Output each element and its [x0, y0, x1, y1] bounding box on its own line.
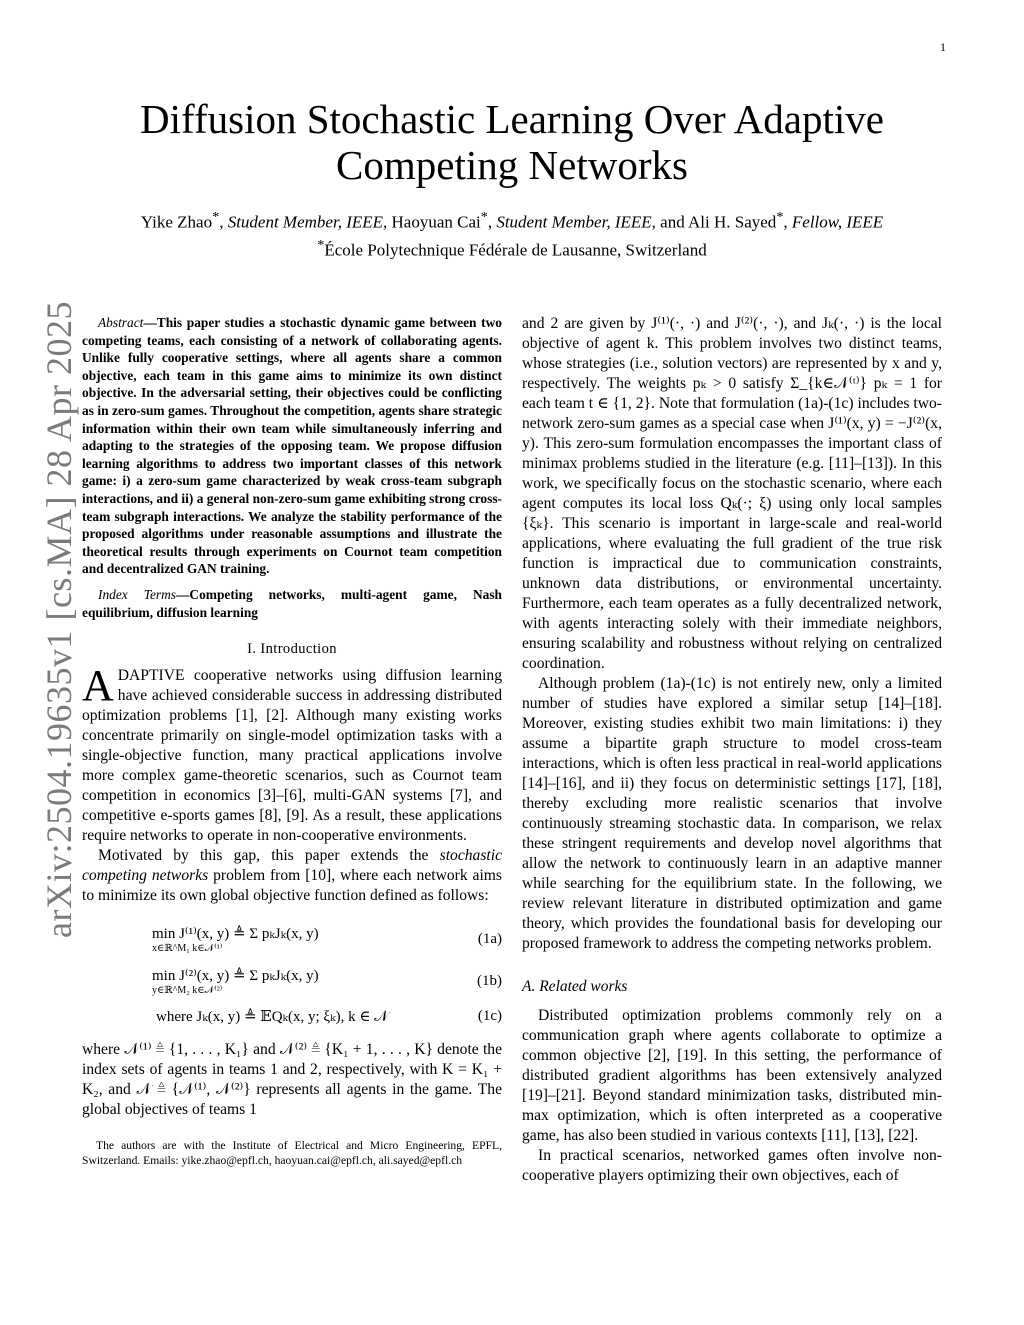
intro-paragraph-1-text: DAPTIVE cooperative networks using diffusion learning have achieved considerable success in addressing distributed optimization problems [1], [2]. Although many existing works concentrate primarily on single-model optimization tasks with a single-objective function, many practical applications involve more complex game-theoretic scenarios, such as Cournot team competition in economics [3]–[6], multi-GAN systems [7], and competitive e-sports games [8], [9]. As a result, these applications require networks to operate in non-cooperative environments.	[82, 667, 502, 845]
author-3-mark: *	[776, 209, 784, 225]
right-paragraph-1: and 2 are given by J⁽¹⁾(·, ·) and J⁽²⁾(·, ·), and Jₖ(·, ·) is the local objective of agent k. This problem involves two distinct teams, whose strategies (i.e., solution vectors) are represented by x and y, respectively. The weights pₖ > 0 satisfy Σ_{k∈𝒩⁽ᵗ⁾} pₖ = 1 for each team t ∈ {1, 2}. Note that formulation (1a)-(1c) includes two-network zero-sum games as a special case when J⁽¹⁾(x, y) = −J⁽²⁾(x, y). This zero-sum formulation encompasses the important class of minimax problems studied in the literature (e.g. [11]–[13]). In this work, we specifically focus on the stochastic scenario, where each agent computes its local loss Qₖ(·; ξ) using only local samples {ξₖ}. This scenario is important in large-scale and real-world applications, where evaluating the full gradient of the true risk function is impractical due to communication constraints, unknown data distributions, or environmental uncertainty. Furthermore, each team operates as a fully decentralized network, with agents interacting solely with their immediate neighbors, ensuring scalability and robustness without relying on centralized coordination.	[522, 315, 942, 672]
drop-cap: A	[82, 661, 114, 711]
equation-1c-body: where Jₖ(x, y) ≜ 𝔼Qₖ(x, y; ξₖ), k ∈ 𝒩	[156, 1008, 389, 1025]
author-1-role: Student Member, IEEE	[227, 212, 384, 232]
footnote: The authors are with the Institute of Electrical and Micro Engineering, EPFL, Switzerland. Emails: yike.zhao@epfl.ch, haoyuan.cai@epfl.ch, ali.sayed@epfl.ch	[82, 1139, 502, 1168]
author-2-mark: *	[480, 209, 488, 225]
arxiv-stamp: arXiv:2504.19635v1 [cs.MA] 28 Apr 2025	[39, 301, 79, 938]
right-paragraph-2: Although problem (1a)-(1c) is not entirely new, only a limited number of studies have explored a similar setup [14]–[18]. Moreover, existing studies exhibit two main limitations: i) they assume a bipartite graph structure to model cross-team interactions, which is often less practical in real-world applications [14]–[16], and ii) they focus on deterministic settings [17], [18], thereby excluding more realistic scenarios that involve continuously streaming stochastic data. In comparison, we relax these stringent requirements and develop novel algorithms that allow the network to continuously learn in an adaptive manner while searching for the equilibrium state. In the following, we review relevant literature in distributed optimization and game theory, which provides the foundational basis for developing our proposed framework to address the competing networks problem.	[522, 675, 942, 952]
equation-block	[82, 918, 502, 1030]
equation-1a-tag: (1a)	[477, 930, 502, 947]
equation-1b-subscripts: y∈ℝ^M₂ k∈𝒩⁽²⁾	[152, 985, 223, 997]
equation-1c-tag: (1c)	[477, 1007, 502, 1024]
abstract-text: —This paper studies a stochastic dynamic game between two competing teams, each consisting of a network of collaborating agents. Unlike fully cooperative settings, where all agents share a common objective, each team in this game aims to minimize its own distinct objective. In the adversarial setting, their objectives could be conflicting as in zero-sum games. Throughout the competition, agents share strategic information within their own team while simultaneously inferring and adapting to the strategies of the opposing team. We propose diffusion learning algorithms to address two important classes of this network game: i) a zero-sum game characterized by weak cross-team subgraph interactions, and ii) a general non-zero-sum game exhibiting strong cross-team subgraph interactions. We analyze the stability performance of the proposed algorithms under reasonable assumptions and illustrate the theoretical results through experiments on Cournot team competition and decentralized GAN training.	[82, 315, 502, 577]
abstract	[82, 314, 502, 578]
equation-1a-body: min J⁽¹⁾(x, y) ≜ Σ pₖJₖ(x, y)	[152, 926, 319, 943]
intro-paragraph-2	[82, 846, 502, 906]
equation-1c	[82, 1002, 502, 1030]
abstract-label: Abstract	[98, 315, 144, 330]
equation-1b-tag: (1b)	[477, 972, 502, 989]
paper-title-line-1: Diffusion Stochastic Learning Over Adaptive	[140, 96, 884, 142]
affiliation	[80, 234, 944, 262]
author-2-name: Haoyuan Cai	[391, 212, 481, 232]
equation-1a	[82, 918, 502, 960]
author-3-name: Ali H. Sayed	[688, 212, 777, 232]
intro-paragraph-3: where 𝒩⁽¹⁾ ≜ {1, . . . , K₁} and 𝒩⁽²⁾ ≜ {K₁ + 1, . . . , K} denote the index sets of agents in teams 1 and 2, respectively, with K = K₁ + K₂, and 𝒩 ≜ {𝒩⁽¹⁾, 𝒩⁽²⁾} represents all agents in the game. The global objectives of teams 1	[82, 1041, 502, 1119]
intro-paragraph-1	[82, 661, 502, 846]
author-1-mark: *	[212, 209, 220, 225]
author-3-role: Fellow, IEEE	[791, 212, 884, 232]
section-heading: I. Introduction	[247, 641, 337, 658]
intro-p2-a: Motivated by this gap, this paper extends the	[98, 847, 440, 865]
right-paragraph-3: Distributed optimization problems commonly rely on a communication graph where agents collaborate to optimize a common objective [2], [19]. In this setting, the performance of distributed gradient algorithms has been extensively analyzed [19]–[21]. Beyond standard minimization tasks, distributed min-max optimization, which is often interpreted as a cooperative game, has also been studied in various contexts [11], [13], [22].	[522, 1007, 942, 1144]
intro-p2-emphasis: stochastic competing networks	[82, 847, 502, 885]
author-1-name: Yike Zhao	[140, 212, 213, 232]
affiliation-text: École Polytechnique Fédérale de Lausanne, Switzerland	[324, 240, 707, 260]
page-number: 1	[940, 40, 946, 54]
title-block	[80, 96, 944, 261]
paper-title-line-2: Competing Networks	[336, 142, 688, 188]
author-conjunction: and	[660, 212, 685, 232]
right-column	[522, 314, 942, 1186]
equation-1b	[82, 960, 502, 1002]
equation-1a-subscripts: x∈ℝ^M₁ k∈𝒩⁽¹⁾	[152, 943, 223, 955]
equation-1b-body: min J⁽²⁾(x, y) ≜ Σ pₖJₖ(x, y)	[152, 968, 319, 985]
index-terms	[82, 586, 502, 621]
index-terms-label: Index Terms	[98, 586, 177, 602]
left-column	[82, 314, 502, 1180]
subsection-heading: A. Related works	[522, 978, 628, 995]
author-list: Yike Zhao*, Student Member, IEEE, Haoyuan Cai*, Student Member, IEEE, and Ali H. Sayed*, Fellow, IEEE	[140, 209, 884, 232]
affiliation-mark: *	[317, 236, 325, 253]
right-paragraph-4: In practical scenarios, networked games often involve non-cooperative players optimizing their own objectives, each of	[522, 1147, 942, 1184]
intro-p2-b: problem from [10], where each network aims to minimize its own global objective function defined as follows:	[82, 867, 502, 905]
author-2-role: Student Member, IEEE	[496, 212, 652, 232]
index-terms-text: —Competing networks, multi-agent game, Nash equilibrium, diffusion learning	[82, 586, 502, 620]
